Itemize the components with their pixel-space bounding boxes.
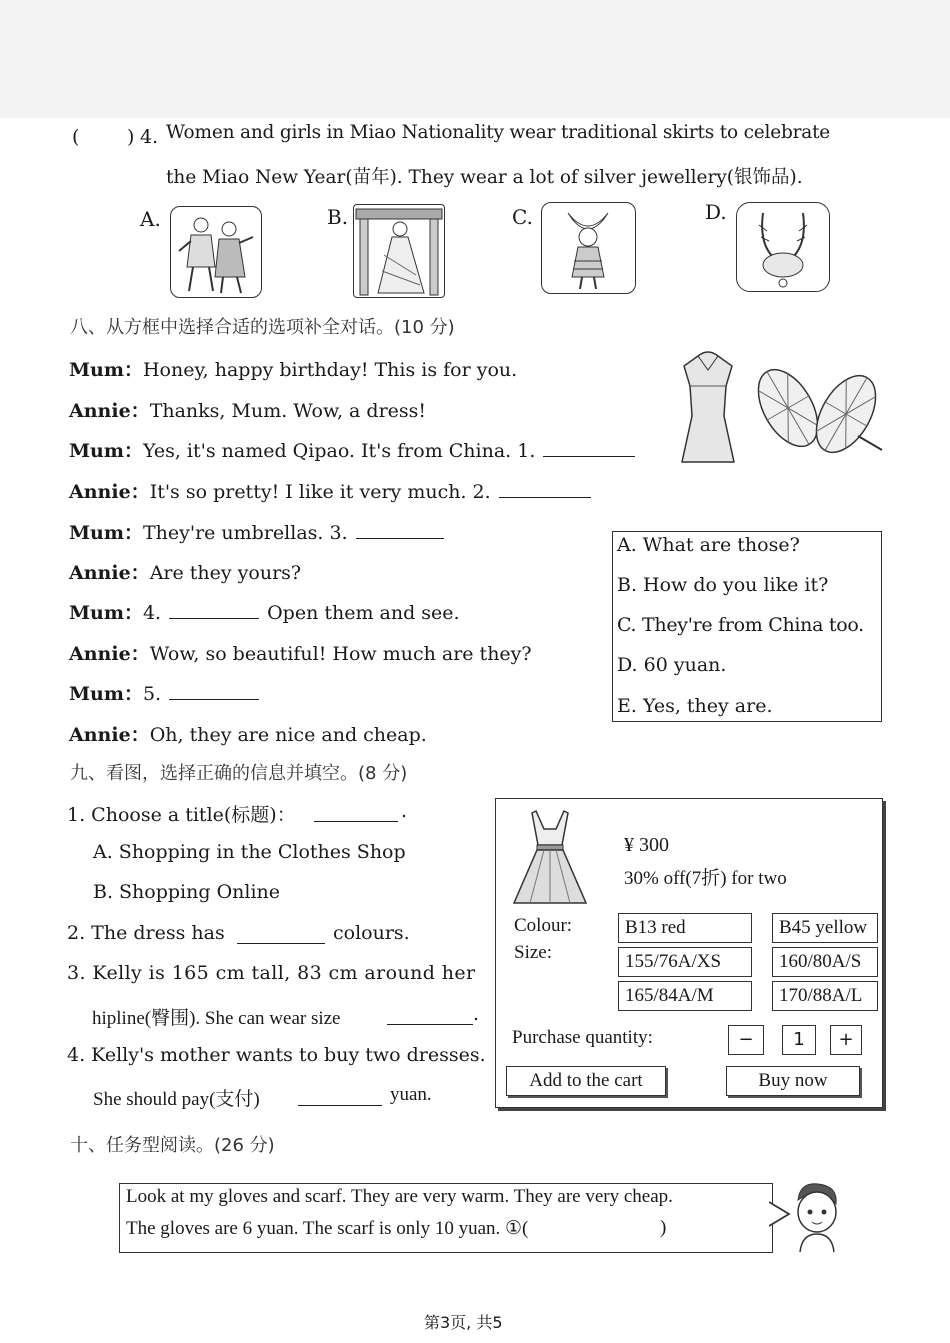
qipao-umbrella-illustration (668, 346, 886, 466)
dialogue-text-after: Open them and see. (267, 602, 460, 624)
page-footer: 第3页, 共5 (424, 1313, 503, 1332)
dialogue-line (69, 477, 599, 504)
buy-now-button[interactable]: Buy now (726, 1066, 860, 1096)
discount: 30% off(7折) for two (624, 868, 787, 889)
dialogue-text: Are they yours? (149, 562, 302, 584)
colour-option-yellow[interactable]: B45 yellow (772, 913, 878, 943)
section-9-heading: 九、看图，选择正确的信息并填空。(8 分) (70, 763, 408, 784)
dialogue-text: Thanks, Mum. Wow, a dress! (149, 400, 427, 422)
dialogue-line (69, 598, 460, 625)
q9-1-blank[interactable] (314, 805, 398, 822)
q9-3-text-line2: hipline(臀围). She can wear size (92, 1008, 341, 1029)
speech-line1: Look at my gloves and scarf. They are very warm. They are very cheap. (126, 1186, 673, 1207)
quantity-plus-button[interactable]: + (830, 1025, 862, 1055)
speaker-label: Mum： (69, 359, 143, 381)
speaker-label: Annie： (69, 643, 150, 665)
dialogue-blank[interactable] (169, 683, 259, 700)
q9-3-blank[interactable] (387, 1008, 473, 1025)
speaker-label: Annie： (69, 562, 150, 584)
option-a-image-dancers[interactable] (170, 206, 262, 298)
purchase-quantity-label: Purchase quantity: (512, 1027, 653, 1048)
dialogue-line (69, 396, 426, 423)
q9-1-text: 1. Choose a title(标题)： (67, 804, 296, 826)
option-a-label: A. (140, 207, 161, 231)
dialogue-blank[interactable] (543, 440, 635, 457)
option-c-label: C. (512, 205, 533, 229)
option-c-image-miao-girl[interactable] (541, 202, 636, 294)
dialogue-text: It's so pretty! I like it very much. 2. (149, 481, 491, 503)
quantity-value[interactable]: 1 (782, 1025, 816, 1055)
choices-box (612, 531, 882, 722)
section-10-heading: 十、任务型阅读。(26 分) (70, 1135, 275, 1156)
question-text-line2: the Miao New Year(苗年). They wear a lot of silver jewellery(银饰品). (166, 167, 803, 188)
question-text-line1: Women and girls in Miao Nationality wear traditional skirts to celebrate (166, 122, 831, 143)
section-8-heading: 八、从方框中选择合适的选项补全对话。(10 分) (70, 317, 455, 338)
q9-4-blank[interactable] (298, 1089, 382, 1106)
answer-paren-close: ) (127, 126, 135, 148)
option-b-image-lady[interactable] (353, 204, 445, 298)
speaker-label: Mum： (69, 602, 143, 624)
dialogue-blank[interactable] (499, 481, 591, 498)
dialogue-line (69, 720, 427, 747)
speaker-label: Annie： (69, 724, 150, 746)
size-option-s[interactable]: 160/80A/S (772, 947, 878, 977)
dialogue-blank[interactable] (356, 522, 444, 539)
q9-3-text: 3. Kelly is 165 cm tall, 83 cm around her (67, 962, 476, 984)
choice-e: E. Yes, they are. (617, 695, 773, 717)
question-number: 4. (140, 126, 159, 148)
q9-4-text: 4. Kelly's mother wants to buy two dresses. (67, 1044, 486, 1066)
speaker-label: Mum： (69, 683, 143, 705)
colour-label: Colour: (514, 915, 573, 936)
size-option-xs[interactable]: 155/76A/XS (618, 947, 752, 977)
shop-panel (495, 798, 883, 1108)
dialogue-line (69, 436, 643, 463)
dialogue-text: 5. (142, 683, 162, 705)
size-label: Size: (514, 942, 552, 963)
q9-2-text: 2. The dress has (67, 922, 225, 944)
speaker-label: Annie： (69, 400, 150, 422)
q9-4-end: yuan. (390, 1084, 432, 1105)
option-d-label: D. (705, 200, 727, 224)
choice-b: B. How do you like it? (617, 574, 829, 596)
option-b-label: B. (327, 205, 349, 229)
colour-option-red[interactable]: B13 red (618, 913, 752, 943)
boy-avatar (788, 1180, 844, 1254)
dialogue-text: Yes, it's named Qipao. It's from China. 1. (142, 440, 536, 462)
price: ¥ 300 (624, 834, 669, 856)
scan-top-band (0, 0, 950, 118)
dialogue-line (69, 639, 532, 666)
speech-close-paren: ) (660, 1217, 667, 1238)
dialogue-text: They're umbrellas. 3. (142, 522, 348, 544)
quantity-minus-button[interactable]: − (728, 1025, 764, 1055)
dialogue-line (69, 558, 301, 585)
option-d-image-silver-crown[interactable] (736, 202, 830, 292)
q9-2-end: colours. (333, 922, 410, 944)
q9-4-text-line2: She should pay(支付) (93, 1089, 260, 1110)
dialogue-text: Wow, so beautiful! How much are they? (149, 643, 532, 665)
choice-c: C. They're from China too. (617, 614, 864, 636)
choice-d: D. 60 yuan. (617, 654, 727, 676)
choice-a: A. What are those? (617, 534, 800, 556)
speech-line2: The gloves are 6 yuan. The scarf is only 10 yuan. ①( (126, 1218, 529, 1239)
add-to-cart-button[interactable]: Add to the cart (506, 1066, 666, 1096)
q9-3-end: . (473, 1003, 480, 1025)
dress-image (510, 807, 590, 907)
q9-1-option-b: B. Shopping Online (93, 881, 281, 903)
size-option-m[interactable]: 165/84A/M (618, 981, 752, 1011)
dialogue-text: Honey, happy birthday! This is for you. (142, 359, 518, 381)
dialogue-blank[interactable] (169, 602, 259, 619)
dialogue-line (69, 355, 517, 382)
answer-paren-open: ( (72, 126, 80, 148)
size-option-l[interactable]: 170/88A/L (772, 981, 878, 1011)
speaker-label: Annie： (69, 481, 150, 503)
dialogue-text: Oh, they are nice and cheap. (149, 724, 427, 746)
dialogue-line (69, 518, 452, 545)
q9-2-blank[interactable] (237, 927, 325, 944)
speech-bubble (119, 1183, 773, 1253)
q9-1-end: . (401, 800, 408, 822)
speaker-label: Mum： (69, 440, 143, 462)
speaker-label: Mum： (69, 522, 143, 544)
q9-1-option-a: A. Shopping in the Clothes Shop (93, 841, 406, 863)
dialogue-text: 4. (142, 602, 162, 624)
dialogue-line (69, 679, 267, 706)
